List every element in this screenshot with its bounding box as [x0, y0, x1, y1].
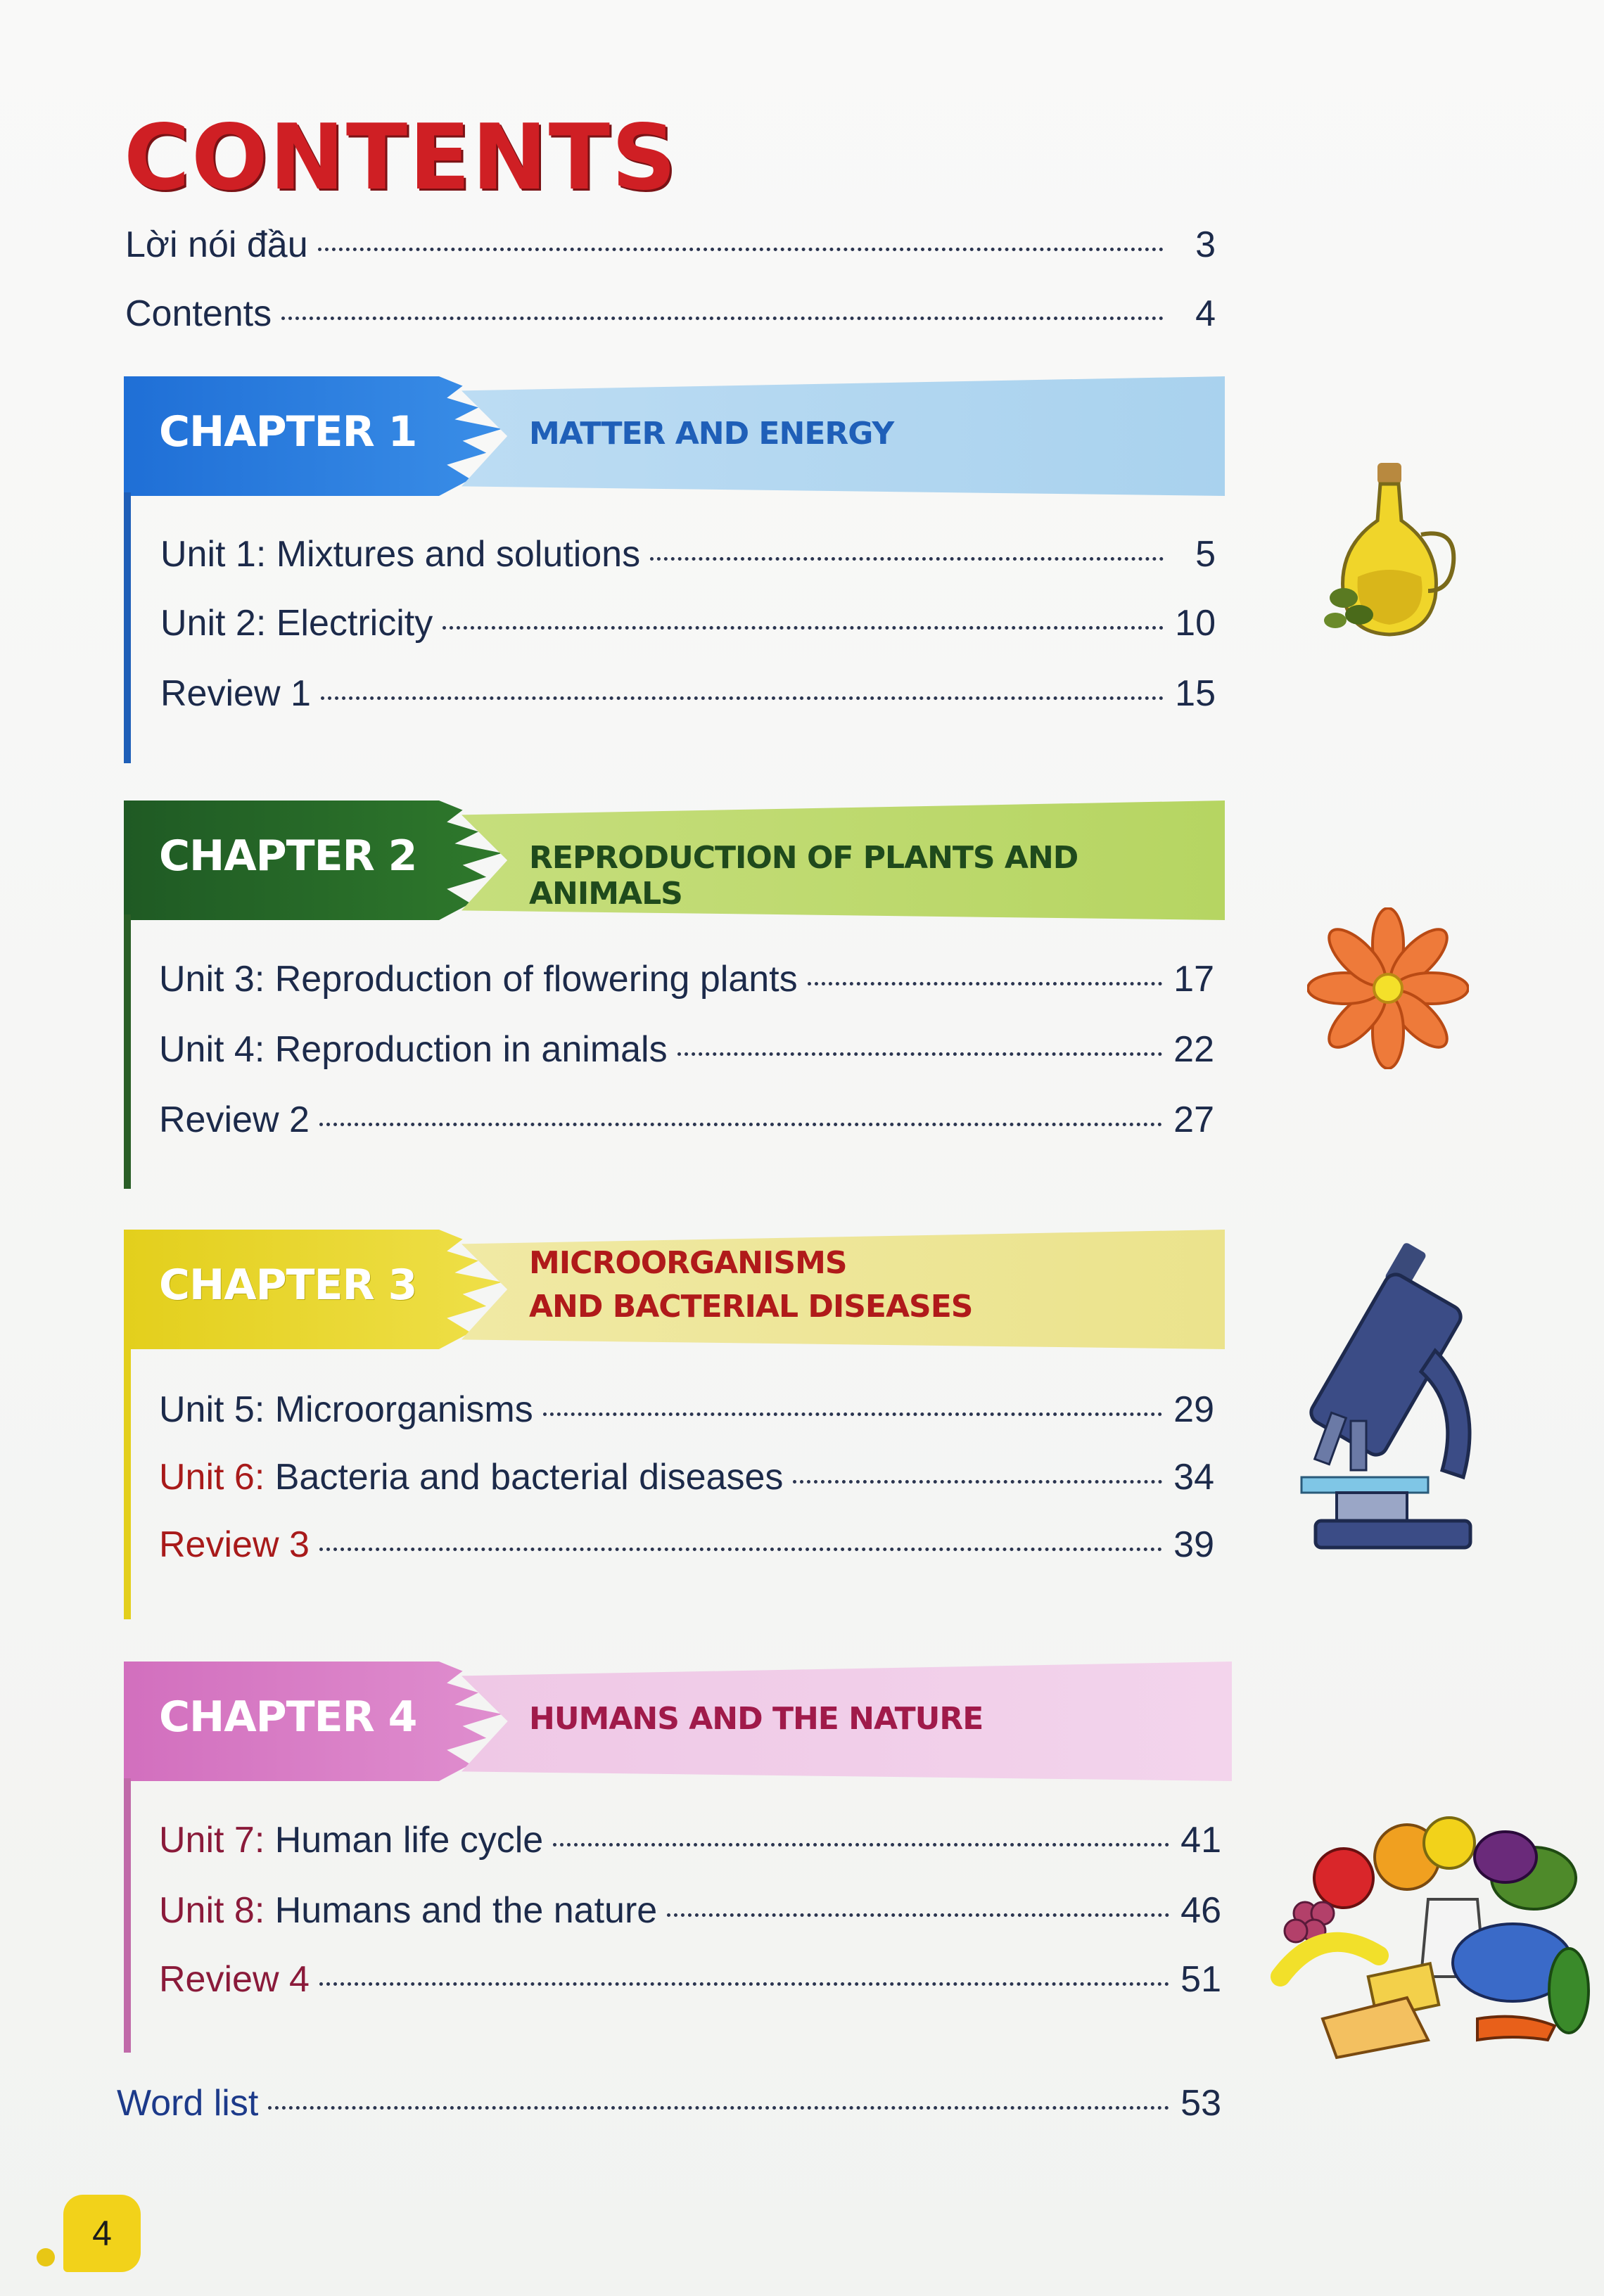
- unit-prefix: Unit 6:: [159, 1457, 265, 1498]
- toc-page-number: 39: [1173, 1524, 1214, 1565]
- unit-title: Reproduction in animals: [265, 1029, 668, 1070]
- toc-page-number: 5: [1195, 534, 1216, 575]
- unit-prefix: Unit 5:: [159, 1389, 265, 1430]
- unit-prefix: Unit 1:: [160, 534, 267, 575]
- chapter-4-subject: HUMANS AND THE NATURE: [529, 1701, 984, 1737]
- dot-leader: [553, 1843, 1169, 1847]
- dot-leader: [281, 317, 1164, 320]
- toc-entry-review-3[interactable]: [159, 1524, 1214, 1566]
- page-title: CONTENTS: [124, 106, 678, 210]
- toc-page-number: 41: [1180, 1820, 1221, 1861]
- dot-leader: [319, 1548, 1162, 1551]
- chapter-4-side-bar: [124, 1778, 131, 2053]
- dot-leader: [319, 1123, 1162, 1126]
- unit-prefix: Unit 4:: [159, 1029, 265, 1070]
- toc-entry-intro[interactable]: [125, 224, 1216, 266]
- unit-title: Microorganisms: [265, 1389, 533, 1430]
- microscope-icon: [1294, 1238, 1491, 1555]
- oil-bottle-icon: [1316, 457, 1463, 640]
- toc-entry-review-4[interactable]: [159, 1958, 1221, 2001]
- dot-leader: [677, 1052, 1162, 1056]
- chapter-1-header: [124, 376, 1225, 496]
- chapter-3-side-bar: [124, 1345, 131, 1619]
- toc-page-number: 46: [1180, 1890, 1221, 1931]
- toc-entry-review-1[interactable]: [160, 672, 1216, 715]
- toc-page-number: 51: [1180, 1959, 1221, 2000]
- toc-page-number: 4: [1195, 293, 1216, 334]
- dot-leader: [667, 1913, 1169, 1917]
- toc-entry-unit-8[interactable]: [159, 1889, 1221, 1932]
- chapter-4-label: CHAPTER 4: [159, 1692, 417, 1742]
- toc-entry-unit-4[interactable]: [159, 1028, 1214, 1071]
- toc-page-number: 53: [1180, 2083, 1221, 2124]
- toc-entry-unit-1[interactable]: [160, 533, 1216, 575]
- unit-prefix: Unit 3:: [159, 959, 265, 1000]
- flower-icon: [1307, 907, 1469, 1069]
- chapter-1-side-bar: [124, 492, 131, 763]
- toc-page-number: 15: [1175, 673, 1216, 714]
- chapter-1-subject: MATTER AND ENERGY: [529, 416, 894, 452]
- toc-label: Contents: [125, 293, 272, 334]
- toc-entry-unit-2[interactable]: [160, 602, 1216, 644]
- toc-entry-review-2[interactable]: [159, 1099, 1214, 1141]
- toc-entry-unit-7[interactable]: [159, 1819, 1221, 1861]
- chapter-3-header: [124, 1230, 1225, 1349]
- review-label: Review 1: [160, 673, 311, 714]
- unit-prefix: Unit 8:: [159, 1890, 265, 1931]
- toc-entry-unit-5[interactable]: [159, 1389, 1214, 1431]
- unit-prefix: Unit 7:: [159, 1820, 265, 1861]
- review-label: Review 4: [159, 1959, 310, 2000]
- toc-page-number: 10: [1175, 603, 1216, 644]
- chapter-2-side-bar: [124, 914, 131, 1189]
- toc-page-number: 27: [1173, 1099, 1214, 1140]
- review-label: Review 3: [159, 1524, 310, 1565]
- dot-leader: [443, 626, 1164, 630]
- unit-title: Electricity: [266, 603, 433, 644]
- toc-label: Word list: [117, 2083, 259, 2124]
- chapter-1-label: CHAPTER 1: [159, 407, 417, 457]
- toc-entry-contents[interactable]: [125, 293, 1216, 335]
- toc-page-number: 17: [1173, 959, 1214, 1000]
- toc-label: Lời nói đầu: [125, 224, 308, 265]
- toc-entry-word-list[interactable]: [117, 2082, 1221, 2124]
- chapter-4-header: [124, 1662, 1232, 1781]
- unit-title: Mixtures and solutions: [266, 534, 641, 575]
- page-corner-dot: [37, 2248, 55, 2266]
- toc-page-number: 29: [1173, 1389, 1214, 1430]
- unit-title: Reproduction of flowering plants: [265, 959, 798, 1000]
- unit-title: Humans and the nature: [265, 1890, 658, 1931]
- toc-page-number: 22: [1173, 1029, 1214, 1070]
- dot-leader: [650, 557, 1164, 561]
- unit-title: Human life cycle: [265, 1820, 544, 1861]
- dot-leader: [321, 696, 1164, 700]
- food-basket-icon: [1266, 1815, 1590, 2068]
- toc-entry-unit-6[interactable]: [159, 1456, 1214, 1498]
- unit-title: Bacteria and bacterial diseases: [265, 1457, 784, 1498]
- unit-prefix: Unit 2:: [160, 603, 267, 644]
- page-number-badge: [63, 2195, 141, 2272]
- chapter-3-subject-line-2: AND BACTERIAL DISEASES: [529, 1289, 973, 1325]
- toc-page-number: 3: [1195, 224, 1216, 265]
- dot-leader: [543, 1412, 1162, 1416]
- chapter-3-label: CHAPTER 3: [159, 1261, 417, 1310]
- toc-entry-unit-3[interactable]: [159, 958, 1214, 1000]
- dot-leader: [793, 1480, 1162, 1484]
- dot-leader: [808, 982, 1162, 986]
- chapter-2-subject: REPRODUCTION OF PLANTS AND ANIMALS: [529, 840, 1078, 912]
- dot-leader: [318, 248, 1164, 251]
- toc-page-number: 34: [1173, 1457, 1214, 1498]
- dot-leader: [319, 1982, 1169, 1986]
- review-label: Review 2: [159, 1099, 310, 1140]
- page-number: 4: [92, 2214, 112, 2253]
- chapter-2-label: CHAPTER 2: [159, 831, 417, 881]
- dot-leader: [268, 2106, 1169, 2110]
- chapter-3-subject-line-1: MICROORGANISMS: [529, 1245, 847, 1281]
- chapter-2-header: [124, 801, 1225, 920]
